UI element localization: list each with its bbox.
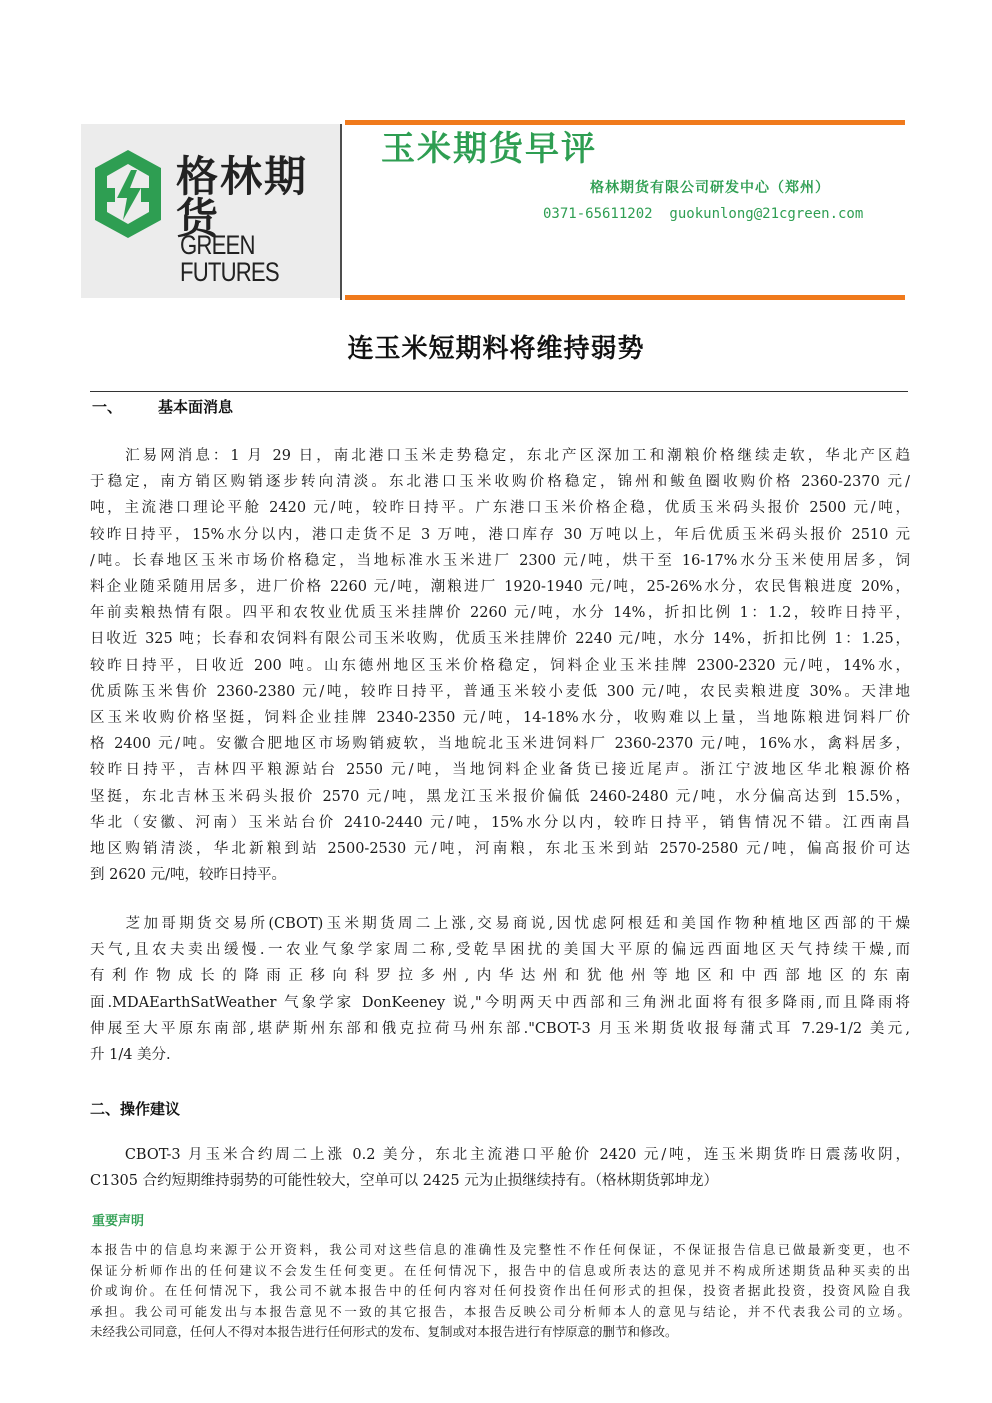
disclaimer-line: 未经我公司同意，任何人不得对本报告进行任何形式的发布、复制或对本报告进行有悖原意的删节和修改。 <box>90 1324 678 1339</box>
disclaimer-line: 保证分析师作出的任何建议不会发生任何变更。在任何情况下，报告中的信息或所表达的意见并不构成所述期货品种买卖的出 <box>90 1262 910 1278</box>
header-divider <box>340 124 342 300</box>
paragraph-line: 较昨日持平，15%水分以内，港口走货不足 3 万吨，港口库存 30 万吨以上，年后优质玉米码头报价 2510 元 <box>90 526 910 543</box>
paragraph-line: 有利作物成长的降雨正移向科罗拉多州,内华达州和犹他州等地区和中西部地区的东南 <box>90 968 910 985</box>
paragraph-line: 地区购销清淡，华北新粮到站 2500-2530 元/吨，河南粮，东北玉米到站 2570-2580 元/吨，偏高报价可达 <box>90 841 910 858</box>
paragraph-line: 日收近 325 吨；长春和农饲料有限公司玉米收购，优质玉米挂牌价 2240 元/吨，水分 14%，折扣比例 1：1.25， <box>90 631 910 648</box>
paragraph-line: 天气,且农夫卖出缓慢.一农业气象学家周二称,受乾旱困扰的美国大平原的偏远西面地区天气持续干燥,而 <box>90 942 910 959</box>
paragraph-line: CBOT-3 月玉米合约周二上涨 0.2 美分，东北主流港口平舱价 2420 元/吨，连玉米期货昨日震荡收阴， <box>90 1147 910 1163</box>
paragraph-line: 于稳定，南方销区购销逐步转向清淡。东北港口玉米收购价格稳定，锦州和鲅鱼圈收购价格 2360-2370 元/ <box>90 474 910 491</box>
paragraph-line: C1305 合约短期维持弱势的可能性较大，空单可以 2425 元为止损继续持有。（格林期货郭坤龙） <box>90 1173 718 1190</box>
section-1-number: 一、 <box>92 398 123 416</box>
title-rule <box>90 391 908 392</box>
paragraph-line: 面.MDAEarthSatWeather 气象学家 DonKeeney 说,"今明两天中西部和三角洲北面将有很多降雨,而且降雨将 <box>90 994 910 1011</box>
paragraph-line: 汇易网消息：1 月 29 日，南北港口玉米走势稳定，东北产区深加工和潮粮价格继续走软，华北产区趋 <box>90 448 910 464</box>
paragraph-line: 优质陈玉米售价 2360-2380 元/吨，较昨日持平，普通玉米较小麦低 300 元/吨，农民卖粮进度 30%。天津地 <box>90 683 910 700</box>
disclaimer-line: 承担。我公司可能发出与本报告意见不一致的其它报告，本报告反映公司分析师本人的意见与结论，并不代表我公司的立场。 <box>90 1303 910 1319</box>
paragraph-line: 华北（安徽、河南）玉米站台价 2410-2440 元/吨，15%水分以内，较昨日持平，销售情况不错。江西南昌 <box>90 814 910 831</box>
disclaimer-line: 价或询价。在任何情况下，我公司不就本报告中的任何内容对任何投资作出任何形式的担保，投资者据此投资，投资风险自我 <box>90 1283 910 1298</box>
paragraph-line: 吨，主流港口理论平舱 2420 元/吨，较昨日持平。广东港口玉米价格企稳，优质玉米码头报价 2500 元/吨， <box>90 500 910 517</box>
report-contact: 0371-65611202 guokunlong@21cgreen.com <box>543 206 864 222</box>
paragraph-line: 伸展至大平原东南部,堪萨斯州东部和俄克拉荷马州东部."CBOT-3 月玉米期货收报每蒲式耳 7.29-1/2 美元, <box>90 1020 910 1037</box>
report-organization: 格林期货有限公司研发中心（郑州） <box>590 180 830 196</box>
paragraph-line: 芝加哥期货交易所(CBOT)玉米期货周二上涨,交易商说,因忧虑阿根廷和美国作物种植地区西部的干燥 <box>90 916 910 932</box>
paragraph-line: 年前卖粮热情有限。四平和农牧业优质玉米挂牌价 2260 元/吨，水分 14%，折扣比例 1：1.2，较昨日持平， <box>90 605 910 622</box>
paragraph-trade-advice <box>90 1142 910 1194</box>
header-bottom-rule <box>345 295 905 300</box>
section-1-title: 基本面消息 <box>158 398 234 416</box>
logo-chinese-name: 格林期货 <box>176 152 309 243</box>
section-2-title: 二、操作建议 <box>90 1100 181 1118</box>
paragraph-line: 较昨日持平，日收近 200 吨。山东德州地区玉米价格稳定，饲料企业玉米挂牌 2300-2320 元/吨，14%水， <box>90 657 910 674</box>
logo-english-name: GREEN FUTURES <box>180 230 279 287</box>
paragraph-line: 区玉米收购价格坚挺，饲料企业挂牌 2340-2350 元/吨，14-18%水分，收购难以上量，当地陈粮进饲料厂价 <box>90 710 910 727</box>
disclaimer-title: 重要声明 <box>92 1214 145 1229</box>
document-title: 连玉米短期料将维持弱势 <box>347 334 645 364</box>
green-futures-logo-icon <box>93 148 163 240</box>
header-top-rule <box>345 120 905 125</box>
paragraph-line: 升 1/4 美分. <box>90 1047 171 1064</box>
paragraph-cbot-news <box>90 911 910 1068</box>
logo-panel <box>81 124 340 298</box>
paragraph-line: /吨。长春地区玉米市场价格稳定，当地标准水玉米进厂 2300 元/吨，烘干至 16-17%水分玉米使用居多，饲 <box>90 552 910 569</box>
paragraph-line: 料企业随采随用居多，进厂价格 2260 元/吨，潮粮进厂 1920-1940 元/吨，25-26%水分，农民售粮进度 20%， <box>90 579 910 596</box>
disclaimer-body <box>90 1240 910 1343</box>
report-title: 玉米期货早评 <box>381 129 597 169</box>
paragraph-line: 到 2620 元/吨，较昨日持平。 <box>90 867 287 884</box>
paragraph-line: 格 2400 元/吨。安徽合肥地区市场购销疲软，当地皖北玉米进饲料厂 2360-2370 元/吨，16%水，禽料居多， <box>90 736 910 753</box>
paragraph-line: 坚挺，东北吉林玉米码头报价 2570 元/吨，黑龙江玉米报价偏低 2460-2480 元/吨，水分偏高达到 15.5%， <box>90 788 910 805</box>
disclaimer-line: 本报告中的信息均来源于公开资料，我公司对这些信息的准确性及完整性不作任何保证，不保证报告信息已做最新变更，也不 <box>90 1242 910 1257</box>
paragraph-market-news <box>90 443 910 888</box>
paragraph-line: 较昨日持平，吉林四平粮源站台 2550 元/吨，当地饲料企业备货已接近尾声。浙江宁波地区华北粮源价格 <box>90 762 910 779</box>
